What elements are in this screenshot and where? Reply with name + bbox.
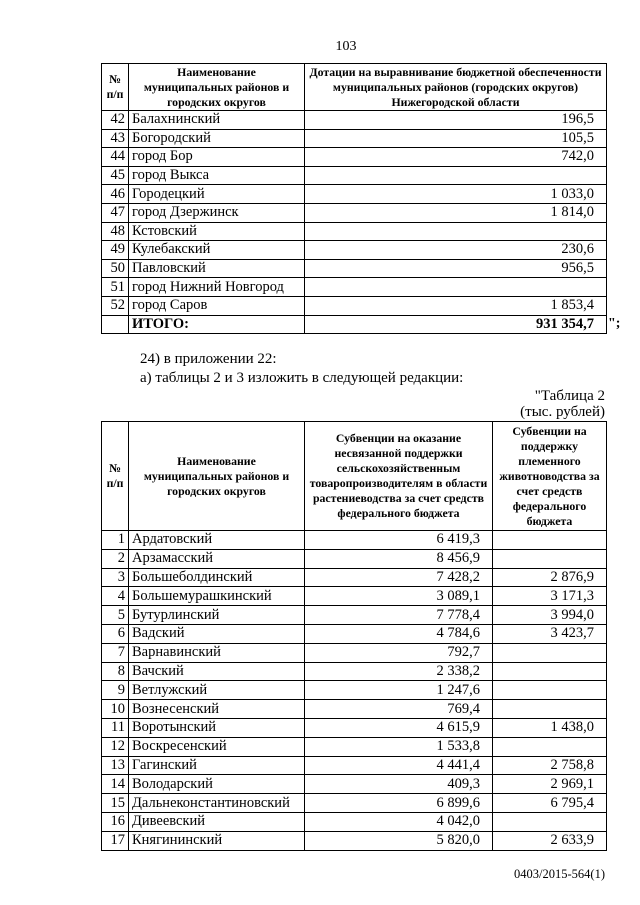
row-number: 44 <box>102 148 129 167</box>
row-number: 48 <box>102 222 129 241</box>
row-number: 42 <box>102 111 129 130</box>
district-name: Воротынский <box>129 718 305 737</box>
table-row <box>102 166 607 185</box>
subventions-table-2 <box>101 421 607 851</box>
total-label: ИТОГО: <box>129 315 305 334</box>
page-number: 103 <box>335 39 357 54</box>
table-row <box>102 549 607 568</box>
table-row <box>102 756 607 775</box>
subsidy-value <box>305 222 607 241</box>
table-row <box>102 241 607 260</box>
item-a-text: а) таблицы 2 и 3 изложить в следующей редакции: <box>140 370 464 386</box>
subsidy-value <box>305 278 607 297</box>
crop-subvention-value: 792,7 <box>305 643 493 662</box>
row-number: 2 <box>102 549 129 568</box>
units-label: (тыс. рублей) <box>520 404 605 420</box>
table-row <box>102 148 607 167</box>
crop-subvention-value: 6 899,6 <box>305 794 493 813</box>
livestock-subvention-value <box>493 681 607 700</box>
table-row <box>102 624 607 643</box>
row-number: 45 <box>102 166 129 185</box>
district-name: Княгининский <box>129 831 305 850</box>
livestock-subvention-value: 1 438,0 <box>493 718 607 737</box>
crop-subvention-value: 769,4 <box>305 700 493 719</box>
table-row <box>102 700 607 719</box>
row-number: 4 <box>102 587 129 606</box>
row-number: 16 <box>102 812 129 831</box>
livestock-subvention-value: 3 171,3 <box>493 587 607 606</box>
crop-subvention-value: 4 042,0 <box>305 812 493 831</box>
table-row <box>102 737 607 756</box>
row-number: 49 <box>102 241 129 260</box>
district-name: Большеболдинский <box>129 568 305 587</box>
district-name: город Выкса <box>129 166 305 185</box>
table-row <box>102 775 607 794</box>
crop-subvention-value: 7 778,4 <box>305 606 493 625</box>
crop-subvention-value: 8 456,9 <box>305 549 493 568</box>
row-number: 52 <box>102 296 129 315</box>
table-row <box>102 812 607 831</box>
table-title: "Таблица 2 <box>534 388 605 404</box>
livestock-subvention-value <box>493 531 607 550</box>
row-number: 14 <box>102 775 129 794</box>
crop-subvention-value: 3 089,1 <box>305 587 493 606</box>
district-name: город Дзержинск <box>129 203 305 222</box>
crop-subvention-value: 4 615,9 <box>305 718 493 737</box>
row-number: 51 <box>102 278 129 297</box>
table-row <box>102 662 607 681</box>
district-name: Богородский <box>129 129 305 148</box>
district-name: Бутурлинский <box>129 606 305 625</box>
table-row <box>102 296 607 315</box>
district-name: Варнавинский <box>129 643 305 662</box>
row-number: 5 <box>102 606 129 625</box>
table-row <box>102 278 607 297</box>
livestock-subvention-value: 2 969,1 <box>493 775 607 794</box>
table-row <box>102 718 607 737</box>
row-number: 9 <box>102 681 129 700</box>
table-row <box>102 129 607 148</box>
closing-quote: "; <box>608 316 621 331</box>
district-name: Большемурашкинский <box>129 587 305 606</box>
table-row <box>102 222 607 241</box>
livestock-subvention-value <box>493 812 607 831</box>
crop-subvention-value: 2 338,2 <box>305 662 493 681</box>
row-number: 6 <box>102 624 129 643</box>
livestock-subvention-value: 2 758,8 <box>493 756 607 775</box>
row-number: 13 <box>102 756 129 775</box>
row-number: 15 <box>102 794 129 813</box>
crop-subvention-value: 4 441,4 <box>305 756 493 775</box>
district-name: Кстовский <box>129 222 305 241</box>
header-col1: Субвенции на оказание несвязанной поддержки сельскохозяйственным товаропроизводителям в области растениеводства за счет средств федерального бюджета <box>305 422 493 531</box>
crop-subvention-value: 5 820,0 <box>305 831 493 850</box>
district-name: Ветлужский <box>129 681 305 700</box>
total-row <box>102 315 607 334</box>
district-name: Воскресенский <box>129 737 305 756</box>
district-name: Кулебакский <box>129 241 305 260</box>
district-name: город Бор <box>129 148 305 167</box>
total-value: 931 354,7 <box>305 315 607 334</box>
table-row <box>102 111 607 130</box>
livestock-subvention-value <box>493 549 607 568</box>
district-name: Павловский <box>129 259 305 278</box>
crop-subvention-value: 409,3 <box>305 775 493 794</box>
crop-subvention-value: 4 784,6 <box>305 624 493 643</box>
table-row <box>102 681 607 700</box>
subsidy-value <box>305 166 607 185</box>
table-row <box>102 831 607 850</box>
row-number: 8 <box>102 662 129 681</box>
table-row <box>102 568 607 587</box>
row-number: 11 <box>102 718 129 737</box>
livestock-subvention-value: 6 795,4 <box>493 794 607 813</box>
district-name: город Нижний Новгород <box>129 278 305 297</box>
subsidy-value: 105,5 <box>305 129 607 148</box>
district-name: Володарский <box>129 775 305 794</box>
livestock-subvention-value <box>493 662 607 681</box>
table-row <box>102 259 607 278</box>
row-number: 3 <box>102 568 129 587</box>
item-24-text: 24) в приложении 22: <box>140 351 277 367</box>
table-row <box>102 606 607 625</box>
district-name: Ардатовский <box>129 531 305 550</box>
crop-subvention-value: 1 533,8 <box>305 737 493 756</box>
header-name: Наименование муниципальных районов и городских округов <box>129 64 305 111</box>
table-header-row <box>102 64 607 111</box>
row-number: 10 <box>102 700 129 719</box>
total-num-cell <box>102 315 129 334</box>
district-name: Вадский <box>129 624 305 643</box>
livestock-subvention-value: 2 876,9 <box>493 568 607 587</box>
table-row <box>102 587 607 606</box>
subsidy-value: 1 814,0 <box>305 203 607 222</box>
subsidy-value: 230,6 <box>305 241 607 260</box>
district-name: Арзамасский <box>129 549 305 568</box>
row-number: 43 <box>102 129 129 148</box>
header-num: № п/п <box>102 64 129 111</box>
row-number: 46 <box>102 185 129 204</box>
district-name: Балахнинский <box>129 111 305 130</box>
row-number: 7 <box>102 643 129 662</box>
livestock-subvention-value: 2 633,9 <box>493 831 607 850</box>
subsidy-value: 1 033,0 <box>305 185 607 204</box>
subsidies-table-1 <box>101 63 607 334</box>
livestock-subvention-value: 3 994,0 <box>493 606 607 625</box>
livestock-subvention-value <box>493 643 607 662</box>
header-col2: Субвенции на поддержку племенного животноводства за счет средств федерального бюджета <box>493 422 607 531</box>
header-num: № п/п <box>102 422 129 531</box>
district-name: Вачский <box>129 662 305 681</box>
district-name: Вознесенский <box>129 700 305 719</box>
subsidy-value: 956,5 <box>305 259 607 278</box>
table-header-row <box>102 422 607 531</box>
table-row <box>102 185 607 204</box>
row-number: 17 <box>102 831 129 850</box>
district-name: Дальнеконстантиновский <box>129 794 305 813</box>
district-name: город Саров <box>129 296 305 315</box>
district-name: Дивеевский <box>129 812 305 831</box>
subsidy-value: 196,5 <box>305 111 607 130</box>
district-name: Гагинский <box>129 756 305 775</box>
table-row <box>102 794 607 813</box>
header-value: Дотации на выравнивание бюджетной обеспеченности муниципальных районов (городских округов) Нижегородской области <box>305 64 607 111</box>
table-row <box>102 531 607 550</box>
header-name: Наименование муниципальных районов и городских округов <box>129 422 305 531</box>
document-code: 0403/2015-564(1) <box>514 867 605 881</box>
row-number: 1 <box>102 531 129 550</box>
crop-subvention-value: 6 419,3 <box>305 531 493 550</box>
livestock-subvention-value <box>493 700 607 719</box>
subsidy-value: 1 853,4 <box>305 296 607 315</box>
livestock-subvention-value: 3 423,7 <box>493 624 607 643</box>
crop-subvention-value: 1 247,6 <box>305 681 493 700</box>
row-number: 12 <box>102 737 129 756</box>
livestock-subvention-value <box>493 737 607 756</box>
table-row <box>102 203 607 222</box>
crop-subvention-value: 7 428,2 <box>305 568 493 587</box>
table-row <box>102 643 607 662</box>
row-number: 50 <box>102 259 129 278</box>
district-name: Городецкий <box>129 185 305 204</box>
subsidy-value: 742,0 <box>305 148 607 167</box>
row-number: 47 <box>102 203 129 222</box>
